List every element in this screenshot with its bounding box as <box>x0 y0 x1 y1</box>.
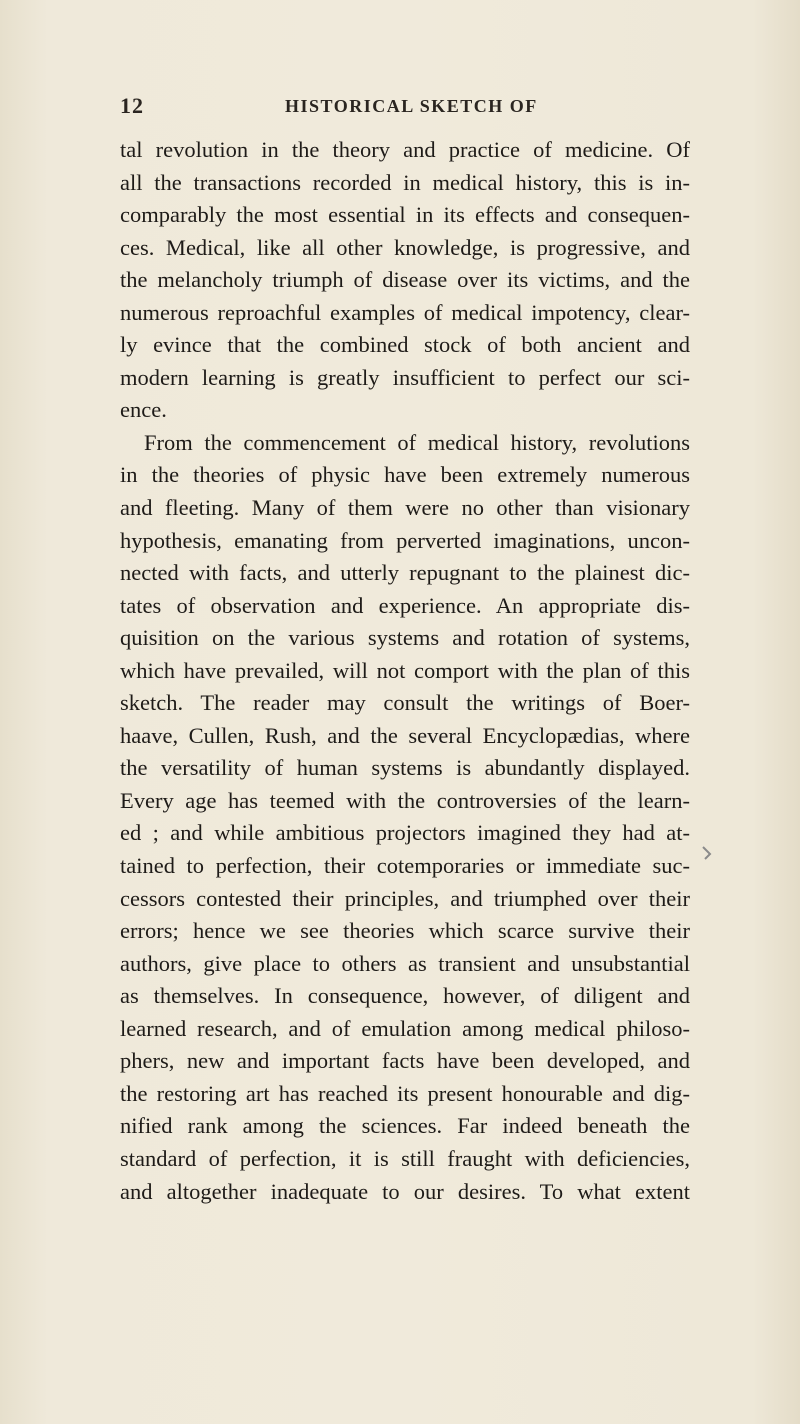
text-line: numerous reproachful examples of medical impotency, clear- <box>120 299 690 325</box>
text-line: all the transactions recorded in medical history, this is in- <box>120 169 690 195</box>
text-line: phers, new and important facts have been developed, and <box>120 1048 690 1074</box>
text-line: ed ; and while ambitious projectors imagined they had at- <box>120 820 690 846</box>
text-line: learned research, and of emulation among medical philoso- <box>120 1015 690 1041</box>
text-line: standard of perfection, it is still fraught with deficiencies, <box>120 1145 690 1171</box>
text-line: Every age has teemed with the controversies of the learn- <box>120 787 690 813</box>
text-line: tal revolution in the theory and practice of medicine. Of <box>120 137 690 162</box>
text-line: ly evince that the combined stock of both ancient and <box>120 332 690 358</box>
text-line: cessors contested their principles, and triumphed over their <box>120 885 690 911</box>
text-line: quisition on the various systems and rotation of systems, <box>120 625 690 651</box>
text-line: which have prevailed, will not comport with the plan of this <box>120 657 690 683</box>
text-line: tained to perfection, their cotemporaries or immediate suc- <box>120 853 690 879</box>
body-text <box>120 134 690 1208</box>
running-head: HISTORICAL SKETCH OF <box>285 96 538 116</box>
text-line: and altogether inadequate to our desires. To what extent <box>120 1178 690 1204</box>
text-line: sketch. The reader may consult the writings of Boer- <box>120 690 690 716</box>
text-line: ces. Medical, like all other knowledge, is progressive, and <box>120 234 690 260</box>
page-number: 12 <box>120 93 144 118</box>
text-line: authors, give place to others as transient and unsubstantial <box>120 950 690 976</box>
text-line: in the theories of physic have been extremely numerous <box>120 462 690 488</box>
text-line: modern learning is greatly insufficient to perfect our sci- <box>120 364 690 390</box>
text-line: comparably the most essential in its effects and consequen- <box>120 202 690 228</box>
text-line: nected with facts, and utterly repugnant to the plainest dic- <box>120 560 690 586</box>
text-line: ence. <box>120 397 167 423</box>
text-line: the melancholy triumph of disease over its victims, and the <box>120 267 690 293</box>
text-line: haave, Cullen, Rush, and the several Encyclopædias, where <box>120 722 690 748</box>
text-line: and fleeting. Many of them were no other than visionary <box>120 495 690 521</box>
text-line: the restoring art has reached its present honourable and dig- <box>120 1080 690 1106</box>
text-line: tates of observation and experience. An appropriate dis- <box>120 592 690 618</box>
text-line: nified rank among the sciences. Far indeed beneath the <box>120 1113 690 1139</box>
margin-tick-mark <box>700 844 714 862</box>
paragraph-start-line: From the commencement of medical history, revolutions <box>144 429 690 455</box>
text-line: hypothesis, emanating from perverted imaginations, uncon- <box>120 527 690 553</box>
text-line: errors; hence we see theories which scarce survive their <box>120 918 690 944</box>
text-line: as themselves. In consequence, however, of diligent and <box>120 983 690 1009</box>
page-header <box>120 93 690 123</box>
text-line: the versatility of human systems is abundantly displayed. <box>120 755 690 781</box>
